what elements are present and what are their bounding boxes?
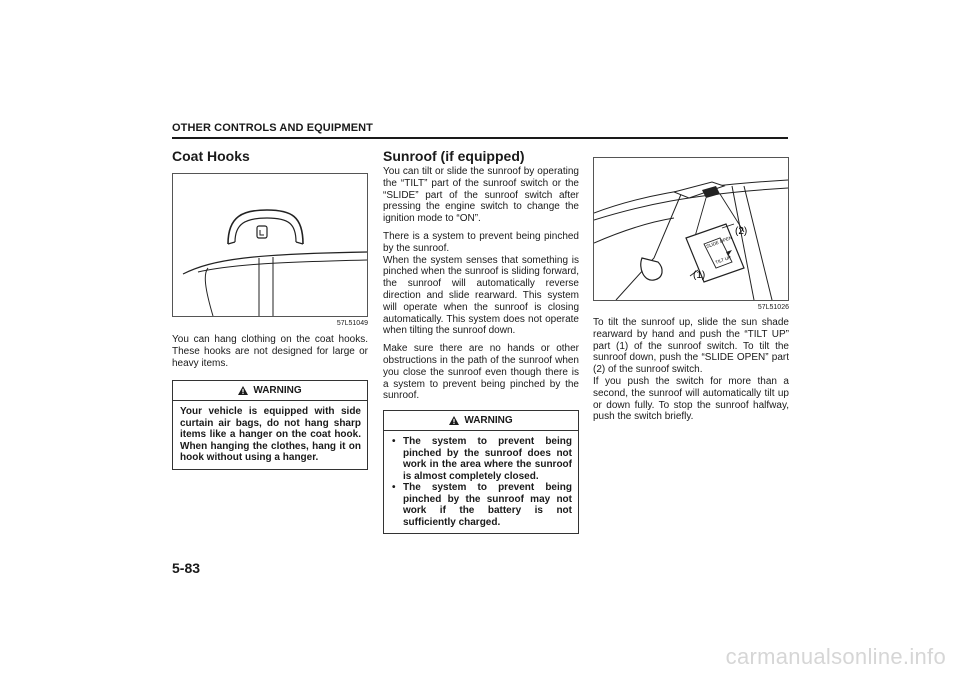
switch-tilt-up-text: TILT UP bbox=[714, 254, 732, 265]
sunroof-para-1: You can tilt or slide the sunroof by operating the “TILT” part of the sunroof switch or the “SLIDE” part of the sunroof switch after pressing the engine switch to change the ignition mode to “ON”. bbox=[383, 166, 579, 225]
coat-hook-figure-caption: 57L51049 bbox=[336, 320, 368, 327]
sunroof-figure-caption: 57L51026 bbox=[757, 304, 789, 311]
sunroof-column bbox=[383, 148, 579, 534]
tilt-para-1: To tilt the sunroof up, slide the sun shade rearward by hand and push the “TILT UP” part (1) of the sunroof switch. To tilt the sunroof down, push the “SLIDE OPEN” part (2) of the sunroof switch. bbox=[593, 317, 789, 376]
coat-hooks-warning-label: WARNING bbox=[253, 385, 302, 397]
sunroof-para-3: Make sure there are no hands or other obstructions in the path of the sunroof when you close the sunroof even though there is a system to prevent being pinched by the sunroof. bbox=[383, 343, 579, 402]
coat-hook-illustration bbox=[173, 174, 367, 316]
coat-hooks-warning-header bbox=[173, 381, 367, 401]
coat-hook-figure bbox=[172, 173, 368, 317]
page-number: 5-83 bbox=[172, 560, 201, 576]
switch-slide-open-text: SLIDE OPEN bbox=[705, 235, 733, 249]
sunroof-warning-header bbox=[384, 411, 578, 431]
sunroof-warning-box bbox=[383, 410, 579, 534]
sunroof-para-2a: There is a system to prevent being pinched by the sunroof. bbox=[383, 230, 579, 254]
tilt-para-2: If you push the switch for more than a second, the sunroof will automatically tilt up or down fully. To stop the sunroof halfway, push the switch briefly. bbox=[593, 375, 789, 423]
section-header: OTHER CONTROLS AND EQUIPMENT bbox=[172, 122, 374, 134]
coat-hooks-column bbox=[172, 148, 368, 470]
sunroof-warning-item: • The system to prevent being pinched by the sunroof does not work in the area where the sunroof is almost completely closed. bbox=[391, 436, 572, 482]
callout-1-label: (1) bbox=[693, 270, 706, 281]
sunroof-title: Sunroof (if equipped) bbox=[383, 148, 525, 164]
coat-hooks-body: You can hang clothing on the coat hooks. These hooks are not designed for large or heavy items. bbox=[172, 334, 368, 369]
sunroof-figure bbox=[593, 157, 789, 301]
callout-2-label: (2) bbox=[735, 226, 748, 237]
sunroof-illustration bbox=[594, 158, 788, 300]
sunroof-warning-label: WARNING bbox=[464, 415, 513, 427]
sunroof-para-2b: When the system senses that something is pinched when the sunroof is sliding forward, the sunroof will automatically reverse direction and slide rearward. This system will operate when the sunroof is closing automatically. This system does not operate when tilting the sunroof down. bbox=[383, 254, 579, 337]
coat-hooks-warning-text: Your vehicle is equipped with side curtain air bags, do not hang sharp items like a hanger on the coat hook. When hanging the clothes, hang it on hook without using a hanger. bbox=[180, 406, 361, 464]
footer-site-watermark: carmanualsonline.info bbox=[725, 644, 946, 669]
warning-triangle-icon bbox=[449, 416, 459, 425]
header-rule bbox=[172, 137, 788, 139]
warning-triangle-icon bbox=[238, 386, 248, 395]
sunroof-warning-list bbox=[384, 431, 578, 533]
coat-hooks-title: Coat Hooks bbox=[172, 148, 250, 164]
coat-hooks-warning-box bbox=[172, 380, 368, 470]
sunroof-warning-item: • The system to prevent being pinched by the sunroof may not work if the battery is not sufficiently charged. bbox=[391, 482, 572, 528]
sunroof-switch-column bbox=[593, 157, 789, 423]
